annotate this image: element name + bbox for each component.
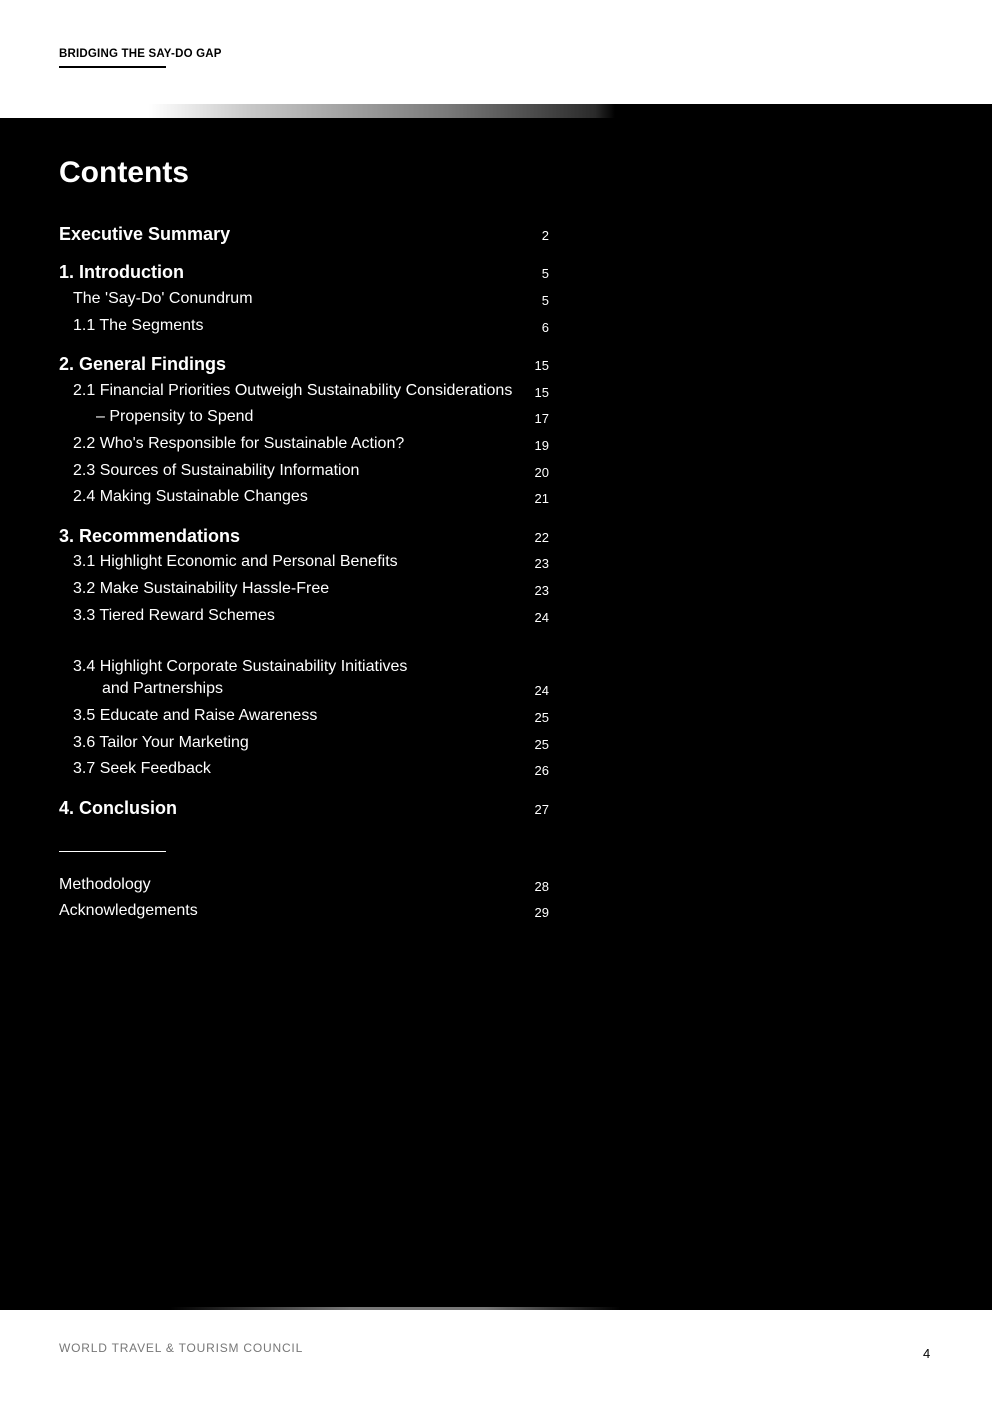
toc-label: 2.3 Sources of Sustainability Information: [73, 462, 360, 479]
toc-page: 22: [534, 530, 549, 545]
toc-label: 1.1 The Segments: [73, 317, 204, 334]
toc-label: Executive Summary: [59, 224, 231, 244]
toc-label: 3.6 Tailor Your Marketing: [73, 734, 249, 751]
toc-page: 23: [534, 556, 549, 571]
toc-label: The 'Say-Do' Conundrum: [73, 290, 253, 307]
running-header: BRIDGING THE SAY-DO GAP: [59, 48, 222, 60]
toc-label: 3. Recommendations: [59, 526, 241, 546]
toc-page: 25: [534, 737, 549, 752]
toc-page: 25: [534, 710, 549, 725]
toc-page: 6: [541, 320, 549, 335]
toc-label: 3.4 Highlight Corporate Sustainability Initiatives: [73, 658, 408, 675]
toc-page: 15: [534, 358, 549, 373]
toc-page: 24: [534, 683, 549, 698]
toc-page: 5: [541, 266, 549, 281]
toc-label: 2.2 Who's Responsible for Sustainable Action?: [73, 435, 405, 452]
toc-label-continued: and Partnerships: [102, 680, 223, 697]
toc-label: 2.1 Financial Priorities Outweigh Sustainability Considerations: [73, 382, 513, 399]
toc-page: 19: [534, 438, 549, 453]
toc-page: 24: [534, 610, 549, 625]
panel-top-gradient: [0, 104, 992, 118]
panel-bottom-gradient: [170, 1307, 620, 1310]
header-underline: [59, 66, 166, 68]
footer-organization: WORLD TRAVEL & TOURISM COUNCIL: [59, 1341, 304, 1355]
contents-title: Contents: [59, 156, 189, 189]
toc-label: Acknowledgements: [59, 902, 198, 919]
toc-label: 1. Introduction: [59, 262, 184, 282]
toc-page: 28: [534, 879, 549, 894]
toc-page: 26: [534, 763, 549, 778]
toc-page: 15: [534, 385, 549, 400]
toc-label: 4. Conclusion: [59, 798, 178, 818]
toc-page: 29: [534, 905, 549, 920]
toc-label: 2. General Findings: [59, 354, 227, 374]
section-divider: [59, 851, 166, 852]
toc-page: 21: [534, 491, 549, 506]
toc-label: – Propensity to Spend: [96, 408, 254, 425]
toc-label: 3.1 Highlight Economic and Personal Benefits: [73, 553, 398, 570]
toc-page: 2: [541, 228, 549, 243]
toc-page: 5: [541, 293, 549, 308]
toc-label: 3.7 Seek Feedback: [73, 760, 211, 777]
toc-label: Methodology: [59, 876, 151, 893]
toc-label: 2.4 Making Sustainable Changes: [73, 488, 308, 505]
toc-label: 3.3 Tiered Reward Schemes: [73, 607, 275, 624]
toc-page: 20: [534, 465, 549, 480]
toc-page: 27: [534, 802, 549, 817]
toc-page: 17: [534, 411, 549, 426]
toc-page: 23: [534, 583, 549, 598]
toc-label: 3.5 Educate and Raise Awareness: [73, 707, 318, 724]
toc-label: 3.2 Make Sustainability Hassle-Free: [73, 580, 330, 597]
footer-page-number: 4: [923, 1346, 931, 1361]
